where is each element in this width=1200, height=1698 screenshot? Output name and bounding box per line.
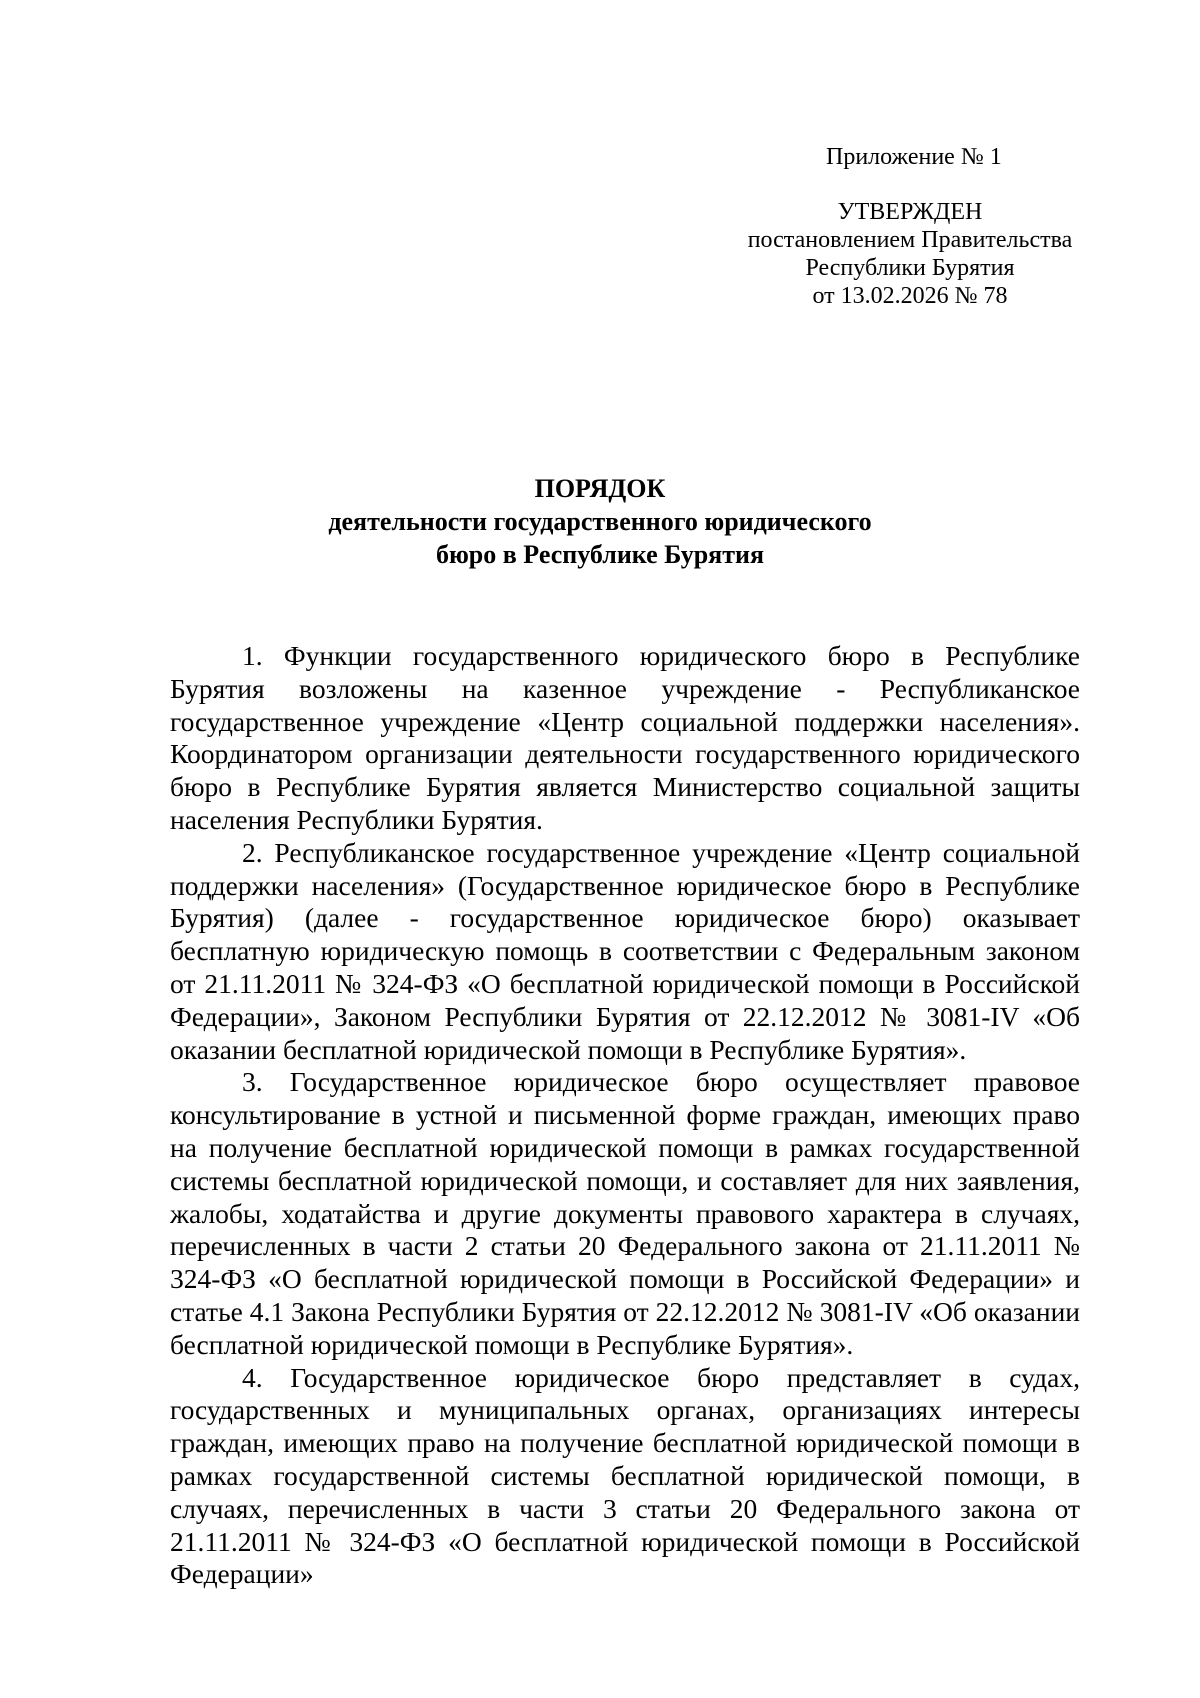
title-subtitle-line-1: деятельности государственного юридического (328, 507, 872, 536)
appendix-label: Приложение № 1 (826, 144, 1002, 170)
approval-status: УТВЕРЖДЕН (837, 199, 983, 225)
paragraph-1: 1. Функции государственного юридического бюро в Республике Бурятия возложены на казенное учреждение - Республиканское государственное учреждение «Центр социальной поддержки населения». Координатором организации деятельности государственного юридического бюро в Республике Бурятия является Министерство социальной защиты населения Республики Бурятия. (170, 640, 1080, 835)
approval-stamp-block (720, 198, 1100, 310)
approval-line-3: от 13.02.2026 № 78 (812, 283, 1008, 309)
paragraph-4: 4. Государственное юридическое бюро представляет в судах, государственных и муниципальных органах, организациях интересы граждан, имеющих право на получение бесплатной юридической помощи в рамках государственной системы бесплатной юридической помощи, в случаях, перечисленных в части 3 статьи 20 Федерального закона от 21.11.2011 № 324-ФЗ «О бесплатной юридической помощи в Российской Федерации» (170, 1361, 1080, 1590)
approval-line-2: Республики Бурятия (805, 255, 1015, 281)
title-subtitle-line-2: бюро в Республике Бурятия (435, 540, 765, 569)
title-heading: ПОРЯДОК (534, 474, 666, 503)
approval-line-1: постановлением Правительства (747, 227, 1073, 253)
document-title (160, 472, 1040, 571)
document-body (170, 640, 1080, 1591)
paragraph-2: 2. Республиканское государственное учреждение «Центр социальной поддержки населения» (Государственное юридическое бюро в Республике Бурятия) (далее - государственное юридическое бюро) оказывает бесплатную юридическую помощь в соответствии с Федеральным законом от 21.11.2011 № 324-ФЗ «О бесплатной юридической помощи в Российской Федерации», Законом Республики Бурятия от 22.12.2012 № 3081-IV «Об оказании бесплатной юридической помощи в Республике Бурятия». (170, 836, 1080, 1065)
paragraph-3: 3. Государственное юридическое бюро осуществляет правовое консультирование в устной и письменной форме граждан, имеющих право на получение бесплатной юридической помощи в рамках государственной системы бесплатной юридической помощи, и составляет для них заявления, жалобы, ходатайства и другие документы правового характера в случаях, перечисленных в части 2 статьи 20 Федерального закона от 21.11.2011 № 324-ФЗ «О бесплатной юридической помощи в Российской Федерации» и статье 4.1 Закона Республики Бурятия от 22.12.2012 № 3081-IV «Об оказании бесплатной юридической помощи в Республике Бурятия». (170, 1066, 1080, 1360)
